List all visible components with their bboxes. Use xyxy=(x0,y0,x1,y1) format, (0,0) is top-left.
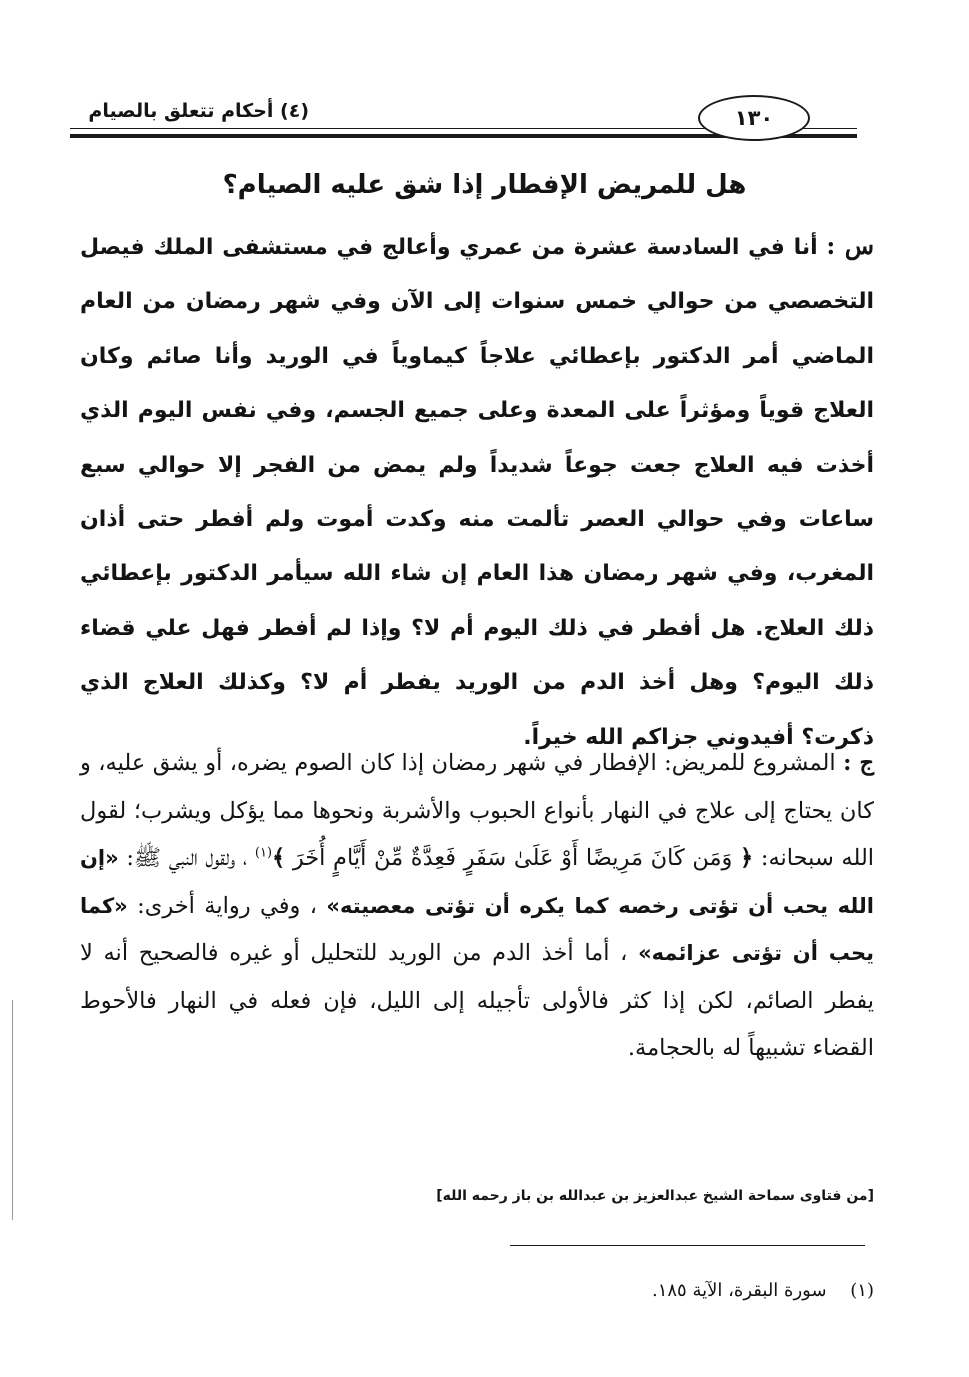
answer-text-3: ، وفي رواية أخرى: xyxy=(137,892,318,919)
quran-verse: وَمَن كَانَ مَرِيضًا أَوْ عَلَىٰ سَفَرٍ فَعِدَّةٌ مِّنْ أَيَّامٍ أُخَرَ xyxy=(292,845,733,871)
answer-paragraph xyxy=(80,740,874,1073)
fatwa-source: [من فتاوى سماحة الشيخ عبدالعزيز بن عبدالله بن باز رحمه الله] xyxy=(436,1188,874,1204)
footnote-text: سورة البقرة، الآية ١٨٥. xyxy=(651,1280,827,1301)
footnote-reference: (١) xyxy=(254,845,273,861)
page-number: ١٣٠ xyxy=(698,95,810,141)
answer-text-2: ، ولقول النبي ﷺ: xyxy=(126,845,248,871)
answer-label: ج : xyxy=(843,750,874,776)
answer-text-1: المشروع للمريض: الإفطار في شهر رمضان إذا كان الصوم يضره، أو يشق عليه، و كان يحتاج إلى علاج في النهار بأنواع الحبوب والأشربة ونحوها مما يؤكل ويشرب؛ لقول الله سبحانه: xyxy=(80,750,875,871)
hadith-quote-1: «إن الله يحب أن تؤتى رخصه كما يكره أن تؤتى معصيته» xyxy=(80,846,874,918)
question-text: أنا في السادسة عشرة من عمري وأعالج في مستشفى الملك فيصل التخصصي من حوالي خمس سنوات إلى الآن وفي شهر رمضان من العام الماضي أمر الدكتور بإعطائي علاجاً كيماوياً في الوريد وأنا صائم وكان العلاج قوياً ومؤثراً على المعدة وعلى جميع الجسم، وفي نفس اليوم الذي أخذت فيه العلاج جعت جوعاً شديداً ولم يمض من الفجر إلا حوالي سبع ساعات وفي حوالي العصر تألمت منه وكدت أموت ولم أفطر حتى أذان المغرب، وفي شهر رمضان هذا العام إن شاء الله سيأمر الدكتور بإعطائي ذلك العلاج. هل أفطر في ذلك اليوم أم لا؟ وإذا لم أفطر فهل علي قضاء ذلك اليوم؟ وهل أخذ الدم من الوريد يفطر أم لا؟ وكذلك العلاج الذي ذكرت؟ أفيدوني جزاكم الله خيراً. xyxy=(80,235,874,750)
quran-bracket-open: ﴿ xyxy=(740,845,754,871)
footnote-separator xyxy=(510,1245,865,1246)
footnote-mark: (١) xyxy=(850,1280,874,1301)
question-paragraph xyxy=(80,220,874,764)
hadith-quote-2: «كما يحب أن تؤتى عزائمه» xyxy=(80,893,874,965)
footnote xyxy=(652,1280,874,1301)
answer-text-4: ، أما أخذ الدم من الوريد للتحليل أو غيره فالصحيح أنه لا يفطر الصائم، لكن إذا كثر فالأولى تأجيله إلى الليل، فإن فعله في النهار فالأحوط القضاء تشبيهاً له بالحجامة. xyxy=(80,940,874,1061)
question-title: هل للمريض الإفطار إذا شق عليه الصيام؟ xyxy=(222,170,747,200)
quran-bracket-close: ﴾ xyxy=(272,845,286,871)
running-header-title: (٤) أحكام تتعلق بالصيام xyxy=(88,100,309,122)
question-label: س : xyxy=(826,231,874,260)
scan-edge-line xyxy=(12,1000,13,1220)
